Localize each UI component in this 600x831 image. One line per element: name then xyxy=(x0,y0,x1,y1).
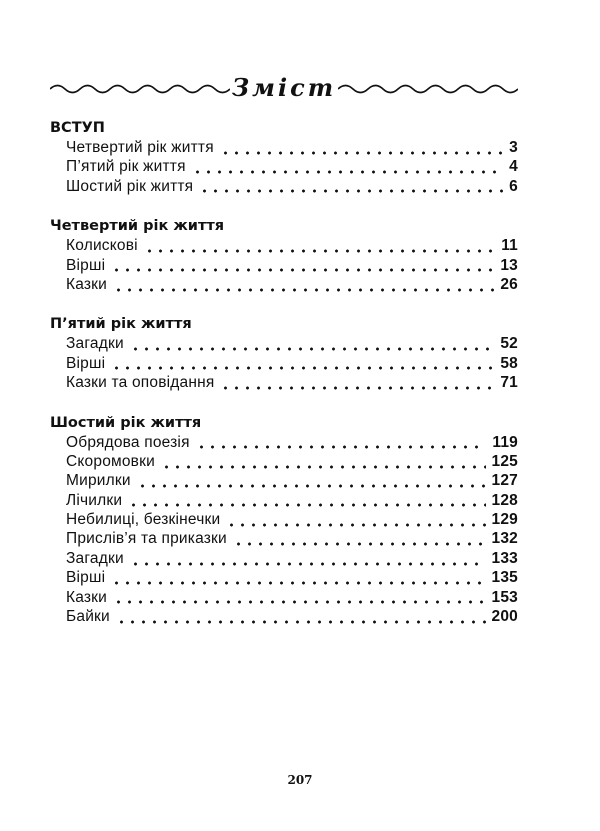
toc-section xyxy=(50,216,518,294)
section-title: ВСТУП xyxy=(50,120,105,136)
toc-section xyxy=(50,413,518,627)
dot-leader xyxy=(116,616,486,624)
dot-leader xyxy=(233,538,486,546)
entry-label: Скоромовки xyxy=(66,452,155,470)
toc-entry[interactable] xyxy=(50,275,518,294)
entry-page-number: 4 xyxy=(509,158,518,176)
toc-entry[interactable] xyxy=(50,354,518,373)
entry-page-number: 52 xyxy=(500,335,518,353)
entry-label: Шостий рік життя xyxy=(66,177,194,195)
entry-label: Загадки xyxy=(66,335,124,353)
toc-entry[interactable] xyxy=(50,452,518,471)
dot-leader xyxy=(144,245,495,253)
dot-leader xyxy=(199,185,503,193)
entry-page-number: 135 xyxy=(491,569,518,587)
dot-leader xyxy=(196,441,487,449)
entry-page-number: 26 xyxy=(500,275,518,293)
entry-label: Казки xyxy=(66,275,108,293)
entry-page-number: 71 xyxy=(500,374,518,392)
toc-entry[interactable] xyxy=(50,549,518,568)
entry-page-number: 11 xyxy=(501,237,518,255)
entry-label: Четвертий рік життя xyxy=(66,139,214,156)
toc-entry[interactable] xyxy=(50,529,518,548)
dot-leader xyxy=(113,596,486,604)
entry-page-number: 6 xyxy=(509,177,518,195)
toc-entry[interactable] xyxy=(50,607,518,626)
dot-leader xyxy=(111,264,494,272)
table-of-contents xyxy=(50,118,518,646)
toc-entry[interactable] xyxy=(50,471,518,490)
page-title: Зміст xyxy=(231,72,337,102)
toc-entry[interactable] xyxy=(50,510,518,529)
entry-page-number: 153 xyxy=(491,588,518,606)
entry-page-number: 133 xyxy=(491,549,518,567)
entry-page-number: 58 xyxy=(500,354,518,372)
toc-entry[interactable] xyxy=(50,334,518,353)
dot-leader xyxy=(220,147,503,155)
entry-label: Байки xyxy=(66,608,110,626)
contents-heading xyxy=(50,70,518,104)
entry-label: Обрядова поезія xyxy=(66,433,190,451)
entry-page-number: 125 xyxy=(491,452,518,470)
wave-ornament-left xyxy=(50,80,230,94)
entry-label: Вірші xyxy=(66,569,106,587)
dot-leader xyxy=(130,558,486,566)
dot-leader xyxy=(220,382,494,390)
toc-entry[interactable] xyxy=(50,491,518,510)
entry-label: Мирилки xyxy=(66,472,131,490)
section-title: П’ятий рік життя xyxy=(50,316,192,333)
page-number: 207 xyxy=(287,773,313,787)
entry-page-number: 200 xyxy=(491,608,518,626)
dot-leader xyxy=(161,461,486,469)
toc-entry[interactable] xyxy=(50,138,518,157)
entry-label: Колискові xyxy=(66,237,138,255)
entry-page-number: 127 xyxy=(491,472,518,490)
wave-ornament-right xyxy=(338,80,518,94)
dot-leader xyxy=(111,362,494,370)
dot-leader xyxy=(113,284,494,292)
entry-label: Небилиці, безкінечки xyxy=(66,511,221,529)
section-title: Шостий рік життя xyxy=(50,414,202,431)
entry-page-number: 3 xyxy=(509,139,518,156)
toc-entry[interactable] xyxy=(50,236,518,255)
entry-page-number: 129 xyxy=(491,511,518,529)
toc-section xyxy=(50,314,518,392)
dot-leader xyxy=(130,343,495,351)
toc-entry[interactable] xyxy=(50,157,518,176)
entry-label: Прислів’я та приказки xyxy=(66,530,227,548)
toc-entry[interactable] xyxy=(50,177,518,196)
entry-page-number: 128 xyxy=(491,491,518,509)
entry-label: Вірші xyxy=(66,256,106,274)
section-title: Четвертий рік життя xyxy=(50,218,225,235)
dot-leader xyxy=(128,499,485,507)
entry-label: Казки xyxy=(66,588,108,606)
entry-page-number: 132 xyxy=(491,530,518,548)
toc-entry[interactable] xyxy=(50,568,518,587)
toc-entry[interactable] xyxy=(50,256,518,275)
dot-leader xyxy=(192,166,504,174)
entry-label: Казки та оповідання xyxy=(66,374,215,392)
entry-label: Вірші xyxy=(66,354,106,372)
entry-label: П’ятий рік життя xyxy=(66,158,186,176)
entry-page-number: 13 xyxy=(500,256,518,274)
dot-leader xyxy=(137,480,486,488)
dot-leader xyxy=(111,577,485,585)
toc-section xyxy=(50,118,518,196)
dot-leader xyxy=(226,519,485,527)
entry-label: Лічилки xyxy=(66,491,123,509)
toc-entry[interactable] xyxy=(50,433,518,452)
toc-entry[interactable] xyxy=(50,373,518,392)
entry-page-number: 119 xyxy=(492,433,518,451)
entry-label: Загадки xyxy=(66,549,124,567)
toc-entry[interactable] xyxy=(50,588,518,607)
